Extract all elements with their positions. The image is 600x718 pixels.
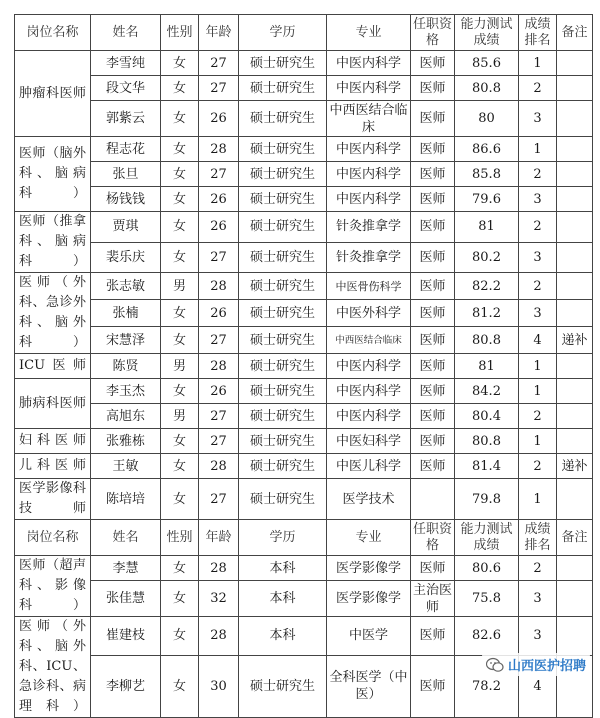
- note-cell: [557, 187, 593, 212]
- note-cell: 递补: [557, 327, 593, 354]
- gender-cell: 女: [161, 76, 199, 101]
- score-cell: 80.8: [455, 429, 519, 454]
- score-cell: 75.8: [455, 581, 519, 617]
- gender-cell: 女: [161, 300, 199, 327]
- education-cell: 硕士研究生: [239, 242, 327, 273]
- qualification-cell: 医师: [411, 429, 455, 454]
- rank-cell: 1: [519, 379, 557, 404]
- qualification-cell: 医师: [411, 454, 455, 479]
- score-cell: 82.6: [455, 617, 519, 656]
- education-cell: 硕士研究生: [239, 101, 327, 137]
- name-cell: 张楠: [91, 300, 161, 327]
- name-cell: 贾琪: [91, 212, 161, 243]
- table-row: [15, 137, 593, 162]
- gender-cell: 女: [161, 327, 199, 354]
- age-cell: 26: [199, 212, 239, 243]
- name-cell: 李慧: [91, 556, 161, 581]
- results-table: [14, 14, 593, 718]
- note-cell: [557, 354, 593, 379]
- note-cell: [557, 101, 593, 137]
- education-cell: 硕士研究生: [239, 137, 327, 162]
- name-cell: 陈贤: [91, 354, 161, 379]
- major-cell: 中医内科学: [327, 162, 411, 187]
- major-cell: 中医内科学: [327, 76, 411, 101]
- header-note: 备注: [557, 520, 593, 556]
- table-row: [15, 51, 593, 76]
- qualification-cell: 医师: [411, 76, 455, 101]
- gender-cell: 女: [161, 617, 199, 656]
- qualification-cell: 医师: [411, 51, 455, 76]
- education-cell: 硕士研究生: [239, 162, 327, 187]
- age-cell: 32: [199, 581, 239, 617]
- rank-cell: 2: [519, 162, 557, 187]
- education-cell: 本科: [239, 581, 327, 617]
- table-row: [15, 617, 593, 656]
- qualification-cell: 医师: [411, 137, 455, 162]
- qualification-cell: 主治医师: [411, 581, 455, 617]
- score-cell: 80.8: [455, 327, 519, 354]
- position-cell: 儿科医师: [15, 454, 91, 479]
- education-cell: 本科: [239, 556, 327, 581]
- position-cell: 肺病科医师: [15, 379, 91, 429]
- qualification-cell: 医师: [411, 273, 455, 300]
- rank-cell: 3: [519, 581, 557, 617]
- gender-cell: 女: [161, 242, 199, 273]
- major-cell: 中医内科学: [327, 51, 411, 76]
- rank-cell: 3: [519, 187, 557, 212]
- name-cell: 李玉杰: [91, 379, 161, 404]
- gender-cell: 女: [161, 479, 199, 520]
- name-cell: 高旭东: [91, 404, 161, 429]
- gender-cell: 女: [161, 187, 199, 212]
- age-cell: 27: [199, 51, 239, 76]
- age-cell: 27: [199, 162, 239, 187]
- table-row: [15, 300, 593, 327]
- table-row: [15, 187, 593, 212]
- watermark-text: 山西医护招聘: [507, 659, 586, 674]
- age-cell: 27: [199, 429, 239, 454]
- table-row: [15, 556, 593, 581]
- major-cell: 中医妇科学: [327, 429, 411, 454]
- rank-cell: 1: [519, 429, 557, 454]
- qualification-cell: 医师: [411, 556, 455, 581]
- header-qualification: 任职资格: [411, 520, 455, 556]
- table-row: [15, 162, 593, 187]
- age-cell: 30: [199, 655, 239, 717]
- header-education: 学历: [239, 15, 327, 51]
- gender-cell: 女: [161, 655, 199, 717]
- age-cell: 28: [199, 354, 239, 379]
- name-cell: 李柳艺: [91, 655, 161, 717]
- education-cell: 硕士研究生: [239, 51, 327, 76]
- note-cell: 递补: [557, 454, 593, 479]
- gender-cell: 女: [161, 581, 199, 617]
- qualification-cell: 医师: [411, 404, 455, 429]
- age-cell: 27: [199, 242, 239, 273]
- gender-cell: 男: [161, 404, 199, 429]
- name-cell: 张旦: [91, 162, 161, 187]
- rank-cell: 1: [519, 51, 557, 76]
- rank-cell: 3: [519, 300, 557, 327]
- major-cell: 中医儿科学: [327, 454, 411, 479]
- header-gender: 性别: [161, 15, 199, 51]
- qualification-cell: 医师: [411, 655, 455, 717]
- major-cell: 全科医学（中医）: [327, 655, 411, 717]
- position-cell: 肿瘤科医师: [15, 51, 91, 137]
- rank-cell: 3: [519, 101, 557, 137]
- name-cell: 段文华: [91, 76, 161, 101]
- score-cell: 85.8: [455, 162, 519, 187]
- name-cell: 宋慧泽: [91, 327, 161, 354]
- table-row: [15, 379, 593, 404]
- note-cell: [557, 581, 593, 617]
- results-table-wrapper: [14, 14, 593, 718]
- age-cell: 28: [199, 454, 239, 479]
- score-cell: 84.2: [455, 379, 519, 404]
- qualification-cell: 医师: [411, 101, 455, 137]
- table-row: [15, 273, 593, 300]
- age-cell: 27: [199, 327, 239, 354]
- rank-cell: 2: [519, 404, 557, 429]
- education-cell: 硕士研究生: [239, 404, 327, 429]
- education-cell: 硕士研究生: [239, 212, 327, 243]
- header-note: 备注: [557, 15, 593, 51]
- table-row: [15, 212, 593, 243]
- education-cell: 硕士研究生: [239, 379, 327, 404]
- score-cell: 85.6: [455, 51, 519, 76]
- education-cell: 硕士研究生: [239, 76, 327, 101]
- note-cell: [557, 556, 593, 581]
- gender-cell: 女: [161, 429, 199, 454]
- note-cell: [557, 404, 593, 429]
- name-cell: 裴乐庆: [91, 242, 161, 273]
- name-cell: 张雅栋: [91, 429, 161, 454]
- major-cell: 中医内科学: [327, 187, 411, 212]
- qualification-cell: [411, 479, 455, 520]
- rank-cell: 3: [519, 242, 557, 273]
- education-cell: 硕士研究生: [239, 479, 327, 520]
- score-cell: 82.2: [455, 273, 519, 300]
- position-cell: 妇科医师: [15, 429, 91, 454]
- rank-cell: 4: [519, 655, 557, 717]
- name-cell: 陈培培: [91, 479, 161, 520]
- header-major: 专业: [327, 15, 411, 51]
- header-score: 能力测试成绩: [455, 520, 519, 556]
- position-cell: 医师（外科、急诊外科、脑外科）: [15, 273, 91, 354]
- note-cell: [557, 162, 593, 187]
- score-cell: 79.8: [455, 479, 519, 520]
- score-cell: 80.2: [455, 242, 519, 273]
- rank-cell: 1: [519, 354, 557, 379]
- qualification-cell: 医师: [411, 617, 455, 656]
- education-cell: 本科: [239, 617, 327, 656]
- table-row: [15, 404, 593, 429]
- table-row: [15, 327, 593, 354]
- position-cell: 医师（超声科、影像科）: [15, 556, 91, 617]
- gender-cell: 男: [161, 273, 199, 300]
- header-gender: 性别: [161, 520, 199, 556]
- qualification-cell: 医师: [411, 212, 455, 243]
- gender-cell: 女: [161, 137, 199, 162]
- major-cell: 中西医结合临床: [327, 101, 411, 137]
- major-cell: 针灸推拿学: [327, 212, 411, 243]
- gender-cell: 女: [161, 212, 199, 243]
- header-score: 能力测试成绩: [455, 15, 519, 51]
- age-cell: 27: [199, 76, 239, 101]
- major-cell: 医学影像学: [327, 556, 411, 581]
- rank-cell: 1: [519, 137, 557, 162]
- education-cell: 硕士研究生: [239, 187, 327, 212]
- education-cell: 硕士研究生: [239, 300, 327, 327]
- score-cell: 81: [455, 354, 519, 379]
- education-cell: 硕士研究生: [239, 273, 327, 300]
- education-cell: 硕士研究生: [239, 454, 327, 479]
- gender-cell: 女: [161, 101, 199, 137]
- education-cell: 硕士研究生: [239, 655, 327, 717]
- major-cell: 中医内科学: [327, 404, 411, 429]
- score-cell: 80.8: [455, 76, 519, 101]
- score-cell: 81.2: [455, 300, 519, 327]
- age-cell: 26: [199, 300, 239, 327]
- major-cell: 中医骨伤科学: [327, 273, 411, 300]
- note-cell: [557, 137, 593, 162]
- position-cell: 医学影像科技师: [15, 479, 91, 520]
- age-cell: 26: [199, 101, 239, 137]
- position-cell: 医师（外科、脑外科、ICU、急诊科、病理科）: [15, 617, 91, 718]
- table-row: [15, 242, 593, 273]
- major-cell: 中医内科学: [327, 379, 411, 404]
- position-cell: 医师（脑外科、脑病科）: [15, 137, 91, 212]
- header-row: [15, 520, 593, 556]
- rank-cell: 2: [519, 212, 557, 243]
- note-cell: [557, 429, 593, 454]
- header-major: 专业: [327, 520, 411, 556]
- gender-cell: 女: [161, 454, 199, 479]
- major-cell: 中医内科学: [327, 137, 411, 162]
- note-cell: [557, 242, 593, 273]
- major-cell: 中医内科学: [327, 354, 411, 379]
- rank-cell: 4: [519, 327, 557, 354]
- score-cell: 80.4: [455, 404, 519, 429]
- header-rank: 成绩排名: [519, 520, 557, 556]
- rank-cell: 2: [519, 556, 557, 581]
- major-cell: 医学技术: [327, 479, 411, 520]
- note-cell: [557, 379, 593, 404]
- age-cell: 28: [199, 137, 239, 162]
- note-cell: [557, 300, 593, 327]
- score-cell: 81: [455, 212, 519, 243]
- major-cell: 中医学: [327, 617, 411, 656]
- age-cell: 26: [199, 379, 239, 404]
- header-row: [15, 15, 593, 51]
- gender-cell: 女: [161, 162, 199, 187]
- note-cell: [557, 212, 593, 243]
- table-row: [15, 101, 593, 137]
- age-cell: 28: [199, 617, 239, 656]
- wechat-icon: [486, 657, 504, 673]
- gender-cell: 女: [161, 379, 199, 404]
- note-cell: [557, 76, 593, 101]
- table-row: [15, 429, 593, 454]
- qualification-cell: 医师: [411, 379, 455, 404]
- age-cell: 28: [199, 273, 239, 300]
- qualification-cell: 医师: [411, 242, 455, 273]
- table-row: [15, 454, 593, 479]
- table-row: [15, 581, 593, 617]
- header-age: 年龄: [199, 15, 239, 51]
- score-cell: 80: [455, 101, 519, 137]
- header-position: 岗位名称: [15, 15, 91, 51]
- gender-cell: 女: [161, 51, 199, 76]
- name-cell: 郭紫云: [91, 101, 161, 137]
- age-cell: 27: [199, 479, 239, 520]
- position-cell: ICU医师: [15, 354, 91, 379]
- header-qualification: 任职资格: [411, 15, 455, 51]
- header-name: 姓名: [91, 15, 161, 51]
- header-rank: 成绩排名: [519, 15, 557, 51]
- name-cell: 张佳慧: [91, 581, 161, 617]
- table-row: [15, 354, 593, 379]
- qualification-cell: 医师: [411, 354, 455, 379]
- qualification-cell: 医师: [411, 187, 455, 212]
- score-cell: 79.6: [455, 187, 519, 212]
- header-position: 岗位名称: [15, 520, 91, 556]
- age-cell: 28: [199, 556, 239, 581]
- note-cell: [557, 479, 593, 520]
- header-education: 学历: [239, 520, 327, 556]
- name-cell: 崔建枝: [91, 617, 161, 656]
- score-cell: 80.6: [455, 556, 519, 581]
- rank-cell: 3: [519, 617, 557, 656]
- major-cell: 针灸推拿学: [327, 242, 411, 273]
- education-cell: 硕士研究生: [239, 354, 327, 379]
- header-age: 年龄: [199, 520, 239, 556]
- position-cell: 医师（推拿科、脑病科）: [15, 212, 91, 273]
- major-cell: 中医外科学: [327, 300, 411, 327]
- education-cell: 硕士研究生: [239, 327, 327, 354]
- table-row: [15, 479, 593, 520]
- qualification-cell: 医师: [411, 162, 455, 187]
- rank-cell: 1: [519, 479, 557, 520]
- header-name: 姓名: [91, 520, 161, 556]
- major-cell: 医学影像学: [327, 581, 411, 617]
- education-cell: 硕士研究生: [239, 429, 327, 454]
- table-row: [15, 76, 593, 101]
- score-cell: 86.6: [455, 137, 519, 162]
- score-cell: 81.4: [455, 454, 519, 479]
- name-cell: 张志敏: [91, 273, 161, 300]
- gender-cell: 男: [161, 354, 199, 379]
- name-cell: 杨钱钱: [91, 187, 161, 212]
- note-cell: [557, 51, 593, 76]
- rank-cell: 2: [519, 76, 557, 101]
- note-cell: [557, 617, 593, 656]
- major-cell: 中西医结合临床: [327, 327, 411, 354]
- name-cell: 王敏: [91, 454, 161, 479]
- age-cell: 27: [199, 404, 239, 429]
- name-cell: 李雪纯: [91, 51, 161, 76]
- age-cell: 26: [199, 187, 239, 212]
- qualification-cell: 医师: [411, 327, 455, 354]
- note-cell: [557, 273, 593, 300]
- gender-cell: 女: [161, 556, 199, 581]
- score-cell: 78.2: [455, 655, 519, 717]
- name-cell: 程志花: [91, 137, 161, 162]
- watermark: [482, 653, 590, 676]
- rank-cell: 2: [519, 273, 557, 300]
- rank-cell: 2: [519, 454, 557, 479]
- qualification-cell: 医师: [411, 300, 455, 327]
